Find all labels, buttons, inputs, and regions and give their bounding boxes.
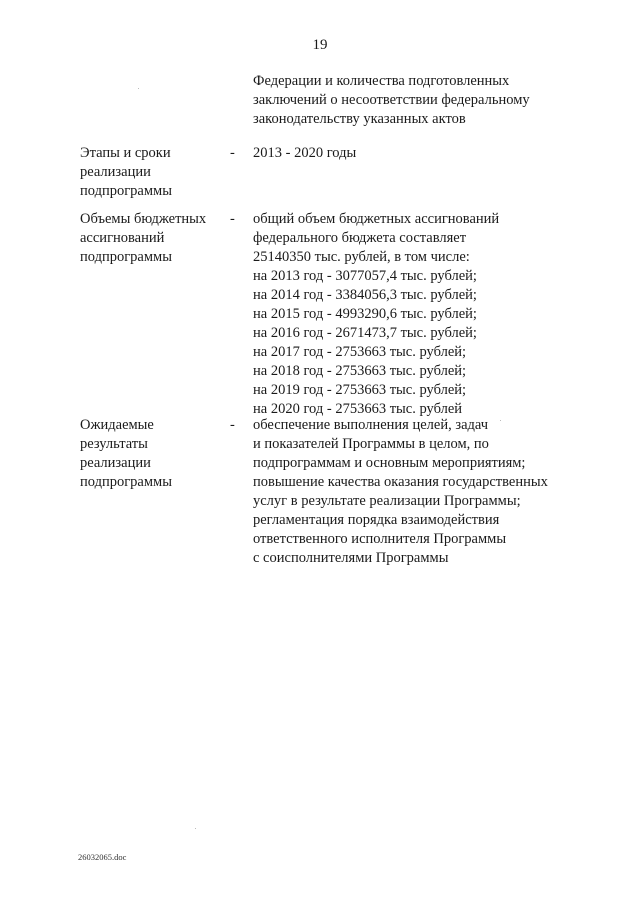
label-line: Объемы бюджетных	[80, 211, 207, 227]
value-line: общий объем бюджетных ассигнований	[253, 211, 500, 227]
value-line: на 2016 год - 2671473,7 тыс. рублей;	[253, 325, 477, 341]
value-line: на 2013 год - 3077057,4 тыс. рублей;	[253, 268, 477, 284]
value-line: на 2019 год - 2753663 тыс. рублей;	[253, 382, 467, 398]
scan-speck	[500, 420, 501, 421]
intro-line: законодательству указанных актов	[253, 111, 466, 127]
label-line: подпрограммы	[80, 474, 172, 490]
row-label	[80, 416, 230, 492]
label-line: подпрограммы	[80, 249, 172, 265]
value-line: федерального бюджета составляет	[253, 230, 467, 246]
value-line: ответственного исполнителя Программы	[253, 531, 507, 547]
row-value	[253, 210, 593, 419]
row-value	[253, 416, 593, 568]
value-line: на 2020 год - 2753663 тыс. рублей	[253, 401, 463, 417]
intro-line: Федерации и количества подготовленных	[253, 73, 510, 89]
row-dash: -	[230, 417, 235, 433]
label-line: подпрограммы	[80, 183, 172, 199]
value-line: и показателей Программы в целом, по	[253, 436, 489, 452]
value-line: 25140350 тыс. рублей, в том числе:	[253, 249, 470, 265]
footer-filename: 26032065.doc	[78, 852, 127, 862]
scan-speck	[195, 828, 196, 829]
value-line: обеспечение выполнения целей, задач	[253, 417, 489, 433]
row-dash: -	[230, 211, 235, 227]
value-line: на 2014 год - 3384056,3 тыс. рублей;	[253, 287, 477, 303]
row-value	[253, 144, 593, 163]
value-line: с соисполнителями Программы	[253, 550, 449, 566]
label-line: Этапы и сроки	[80, 145, 171, 161]
row-label	[80, 144, 230, 201]
value-line: повышение качества оказания государственных	[253, 474, 548, 490]
value-line: подпрограммам и основным мероприятиям;	[253, 455, 526, 471]
label-line: ассигнований	[80, 230, 165, 246]
label-line: результаты	[80, 436, 148, 452]
label-line: реализации	[80, 164, 151, 180]
row-label	[80, 210, 230, 267]
value-line: услуг в результате реализации Программы;	[253, 493, 521, 509]
scan-speck	[138, 88, 139, 89]
row-dash: -	[230, 145, 235, 161]
page-number: 19	[312, 37, 328, 53]
intro-continuation	[253, 72, 583, 129]
value-line: на 2018 год - 2753663 тыс. рублей;	[253, 363, 467, 379]
label-line: Ожидаемые	[80, 417, 154, 433]
label-line: реализации	[80, 455, 151, 471]
value-line: 2013 - 2020 годы	[253, 145, 357, 161]
value-line: на 2015 год - 4993290,6 тыс. рублей;	[253, 306, 477, 322]
value-line: регламентация порядка взаимодействия	[253, 512, 500, 528]
value-line: на 2017 год - 2753663 тыс. рублей;	[253, 344, 467, 360]
intro-line: заключений о несоответствии федеральному	[253, 92, 530, 108]
